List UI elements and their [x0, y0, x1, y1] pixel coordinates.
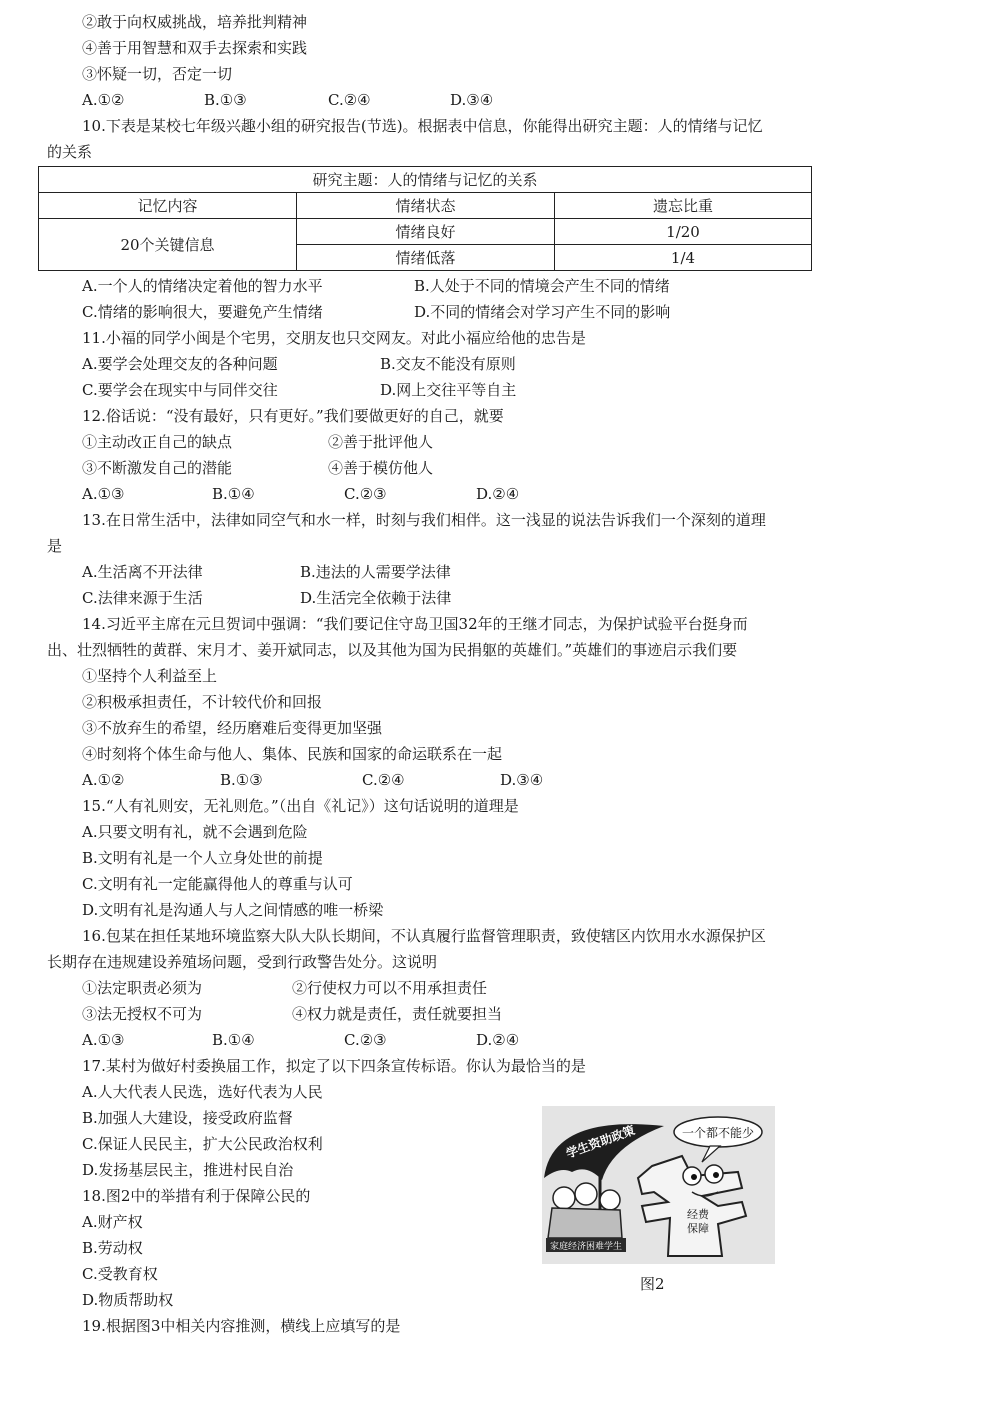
q16-item-4: ④权力就是责任，责任就要担当	[292, 1005, 503, 1023]
q12-option-b: B.①④	[212, 485, 255, 503]
q13-stem: 13.在日常生活中，法律如同空气和水一样，时刻与我们相伴。这一浅显的说法告诉我们一个深刻的道理	[82, 511, 766, 529]
q9-option-c: C.②④	[328, 91, 371, 109]
q10-option-c: C.情绪的影响很大，要避免产生情绪	[82, 303, 323, 321]
q15-option-d: D.文明有礼是沟通人与人之间情感的唯一桥梁	[82, 901, 384, 919]
q16-stem: 16.包某在担任某地环境监察大队大队长期间，不认真履行监督管理职责，致使辖区内饮用水水源保护区	[82, 927, 766, 945]
q11-option-c: C.要学会在现实中与同伴交往	[82, 381, 278, 399]
research-table	[38, 166, 812, 271]
q12-item-2: ②善于批评他人	[328, 433, 434, 451]
q15-option-b: B.文明有礼是一个人立身处世的前提	[82, 849, 323, 867]
q14-item-3: ③不放弃生的希望，经历磨难后变得更加坚强	[82, 719, 383, 737]
q12-item-1: ①主动改正自己的缺点	[82, 433, 233, 451]
q15-option-c: C.文明有礼一定能赢得他人的尊重与认可	[82, 875, 353, 893]
table-cell-state: 情绪良好	[297, 219, 555, 245]
q15-option-a: A.只要文明有礼，就不会遇到危险	[82, 823, 308, 841]
q17-option-a: A.人大代表人民选，选好代表为人民	[82, 1083, 323, 1101]
q10-option-b: B.人处于不同的情境会产生不同的情绪	[414, 277, 670, 295]
q10-option-a: A.一个人的情绪决定着他的智力水平	[82, 277, 323, 295]
q10-stem-cont: 的关系	[47, 143, 93, 161]
q9-item-4: ④善于用智慧和双手去探索和实践	[82, 39, 308, 57]
q12-item-3: ③不断激发自己的潜能	[82, 459, 233, 477]
q14-option-b: B.①③	[220, 771, 263, 789]
q18-option-a: A.财产权	[82, 1213, 143, 1231]
table-cell-state: 情绪低落	[297, 245, 555, 271]
q9-option-a: A.①②	[82, 91, 125, 109]
table-header-content: 记忆内容	[39, 193, 297, 219]
q11-option-b: B.交友不能没有原则	[380, 355, 516, 373]
q9-item-3: ③怀疑一切，否定一切	[82, 65, 233, 83]
q16-option-b: B.①④	[212, 1031, 255, 1049]
q19-stem: 19.根据图3中相关内容推测，横线上应填写的是	[82, 1317, 401, 1335]
q13-option-c: C.法律来源于生活	[82, 589, 203, 607]
q17-option-b: B.加强人大建设，接受政府监督	[82, 1109, 293, 1127]
q17-option-d: D.发扬基层民主，推进村民自治	[82, 1161, 294, 1179]
q9-option-d: D.③④	[450, 91, 494, 109]
q16-stem-cont: 长期存在违规建设养殖场问题，受到行政警告处分。这说明	[47, 953, 438, 971]
q14-option-a: A.①②	[82, 771, 125, 789]
table-cell-ratio: 1/4	[555, 245, 812, 271]
q12-option-c: C.②③	[344, 485, 387, 503]
q13-option-b: B.违法的人需要学法律	[300, 563, 451, 581]
q18-option-b: B.劳动权	[82, 1239, 143, 1257]
q9-item-2: ②敢于向权威挑战，培养批判精神	[82, 13, 308, 31]
q14-item-2: ②积极承担责任，不计较代价和回报	[82, 693, 323, 711]
q14-stem: 14.习近平主席在元旦贺词中强调：“我们要记住守岛卫国32年的王继才同志，为保护试验平台挺身而	[82, 615, 748, 633]
q10-option-d: D.不同的情绪会对学习产生不同的影响	[414, 303, 671, 321]
q16-item-2: ②行使权力可以不用承担责任	[292, 979, 488, 997]
q16-item-3: ③法无授权不可为	[82, 1005, 203, 1023]
q12-item-4: ④善于模仿他人	[328, 459, 434, 477]
speech-bubble-text: 一个都不能少	[681, 1126, 755, 1140]
q12-option-d: D.②④	[476, 485, 520, 503]
q15-stem: 15.“人有礼则安，无礼则危。”（出自《礼记》）这句话说明的道理是	[82, 797, 519, 815]
umbrella-text: 学生资助政策	[564, 1123, 637, 1161]
students-label: 家庭经济困难学生	[549, 1242, 623, 1252]
q14-option-d: D.③④	[500, 771, 544, 789]
q13-option-a: A.生活离不开法律	[82, 563, 203, 581]
q16-option-a: A.①③	[82, 1031, 125, 1049]
q16-option-d: D.②④	[476, 1031, 520, 1049]
table-header-ratio: 遗忘比重	[555, 193, 812, 219]
q11-option-d: D.网上交往平等自主	[380, 381, 517, 399]
table-title: 研究主题：人的情绪与记忆的关系	[39, 167, 812, 193]
table-cell-ratio: 1/20	[555, 219, 812, 245]
q12-option-a: A.①③	[82, 485, 125, 503]
coin-text-1: 经费	[687, 1208, 709, 1221]
figure-2-caption: 图2	[640, 1275, 665, 1293]
q18-option-c: C.受教育权	[82, 1265, 158, 1283]
q16-option-c: C.②③	[344, 1031, 387, 1049]
figure-2-cartoon	[542, 1106, 775, 1264]
q13-stem-cont: 是	[47, 537, 63, 555]
q13-option-d: D.生活完全依赖于法律	[300, 589, 452, 607]
q9-option-b: B.①③	[204, 91, 247, 109]
table-header-state: 情绪状态	[297, 193, 555, 219]
cartoon-illustration	[542, 1106, 775, 1264]
q18-option-d: D.物质帮助权	[82, 1291, 174, 1309]
q14-item-4: ④时刻将个体生命与他人、集体、民族和国家的命运联系在一起	[82, 745, 503, 763]
q16-item-1: ①法定职责必须为	[82, 979, 203, 997]
q17-stem: 17.某村为做好村委换届工作，拟定了以下四条宣传标语。你认为最恰当的是	[82, 1057, 586, 1075]
q11-option-a: A.要学会处理交友的各种问题	[82, 355, 278, 373]
q10-stem: 10.下表是某校七年级兴趣小组的研究报告(节选)。根据表中信息，你能得出研究主题：人的情绪与记忆	[82, 117, 763, 135]
coin-text-2: 保障	[687, 1222, 709, 1235]
q14-stem-cont: 出、壮烈牺牲的黄群、宋月才、姜开斌同志，以及其他为国为民捐躯的英雄们。”英雄们的事迹启示我们要	[47, 641, 738, 659]
table-cell-content: 20个关键信息	[39, 219, 297, 271]
q14-item-1: ①坚持个人利益至上	[82, 667, 218, 685]
q11-stem: 11.小福的同学小闽是个宅男，交朋友也只交网友。对此小福应给他的忠告是	[82, 329, 586, 347]
q17-option-c: C.保证人民民主，扩大公民政治权利	[82, 1135, 323, 1153]
q14-option-c: C.②④	[362, 771, 405, 789]
q12-stem: 12.俗话说：“没有最好，只有更好。”我们要做更好的自己，就要	[82, 407, 504, 425]
q18-stem: 18.图2中的举措有利于保障公民的	[82, 1187, 311, 1205]
